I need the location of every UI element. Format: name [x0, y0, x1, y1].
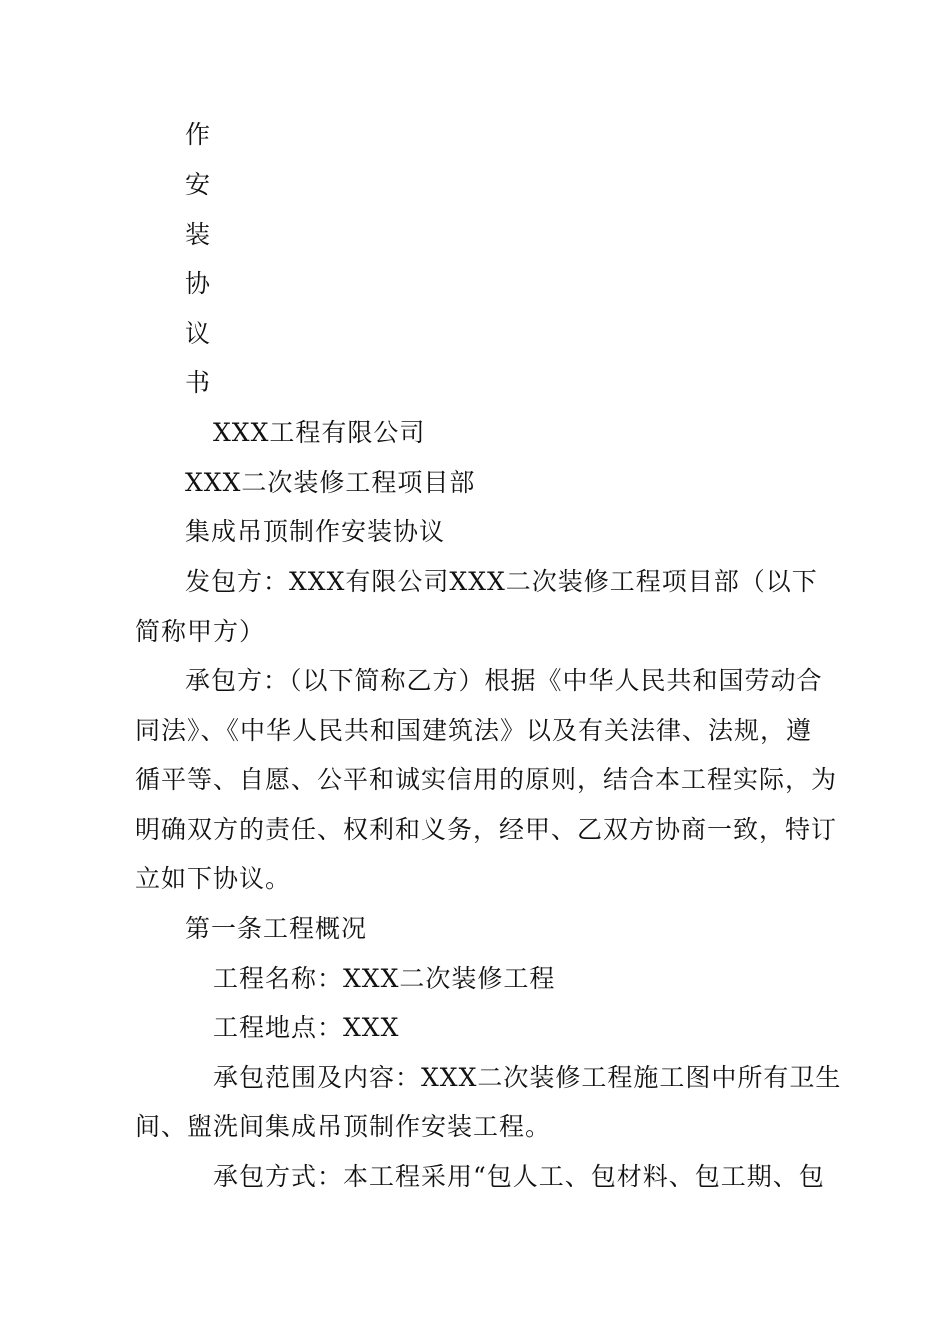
party-a-line: 简称甲方）	[135, 617, 266, 646]
party-a-line: 发包方：XXX有限公司XXX二次装修工程项目部（以下	[185, 567, 818, 596]
title-char: 协	[185, 269, 212, 298]
article-heading: 第一条工程概况	[185, 914, 368, 943]
project-name: 工程名称：XXX二次装修工程	[213, 964, 556, 993]
title-char: 安	[185, 170, 212, 199]
method-line: 承包方式：本工程采用“包人工、包材料、包工期、包	[213, 1162, 825, 1191]
title-char: 书	[185, 368, 212, 397]
scope-line: 承包范围及内容：XXX二次装修工程施工图中所有卫生	[213, 1063, 842, 1092]
project-department: XXX二次装修工程项目部	[185, 468, 476, 497]
party-b-line: 承包方：（以下简称乙方）根据《中华人民共和国劳动合	[185, 666, 823, 695]
agreement-title: 集成吊顶制作安装协议	[185, 517, 446, 546]
company-name: XXX工程有限公司	[213, 418, 426, 447]
party-b-line: 明确双方的责任、权利和义务，经甲、乙双方协商一致，特订	[135, 815, 838, 844]
party-b-line: 立如下协议。	[135, 864, 292, 893]
scope-line: 间、盥洗间集成吊顶制作安装工程。	[135, 1112, 552, 1141]
title-char: 议	[185, 319, 212, 348]
party-b-line: 同法》、《中华人民共和国建筑法》以及有关法律、法规，遵	[135, 716, 813, 745]
project-location: 工程地点：XXX	[213, 1013, 400, 1042]
title-char: 装	[185, 220, 212, 249]
party-b-line: 循平等、自愿、公平和诚实信用的原则，结合本工程实际，为	[135, 765, 838, 794]
title-char: 作	[185, 120, 212, 149]
